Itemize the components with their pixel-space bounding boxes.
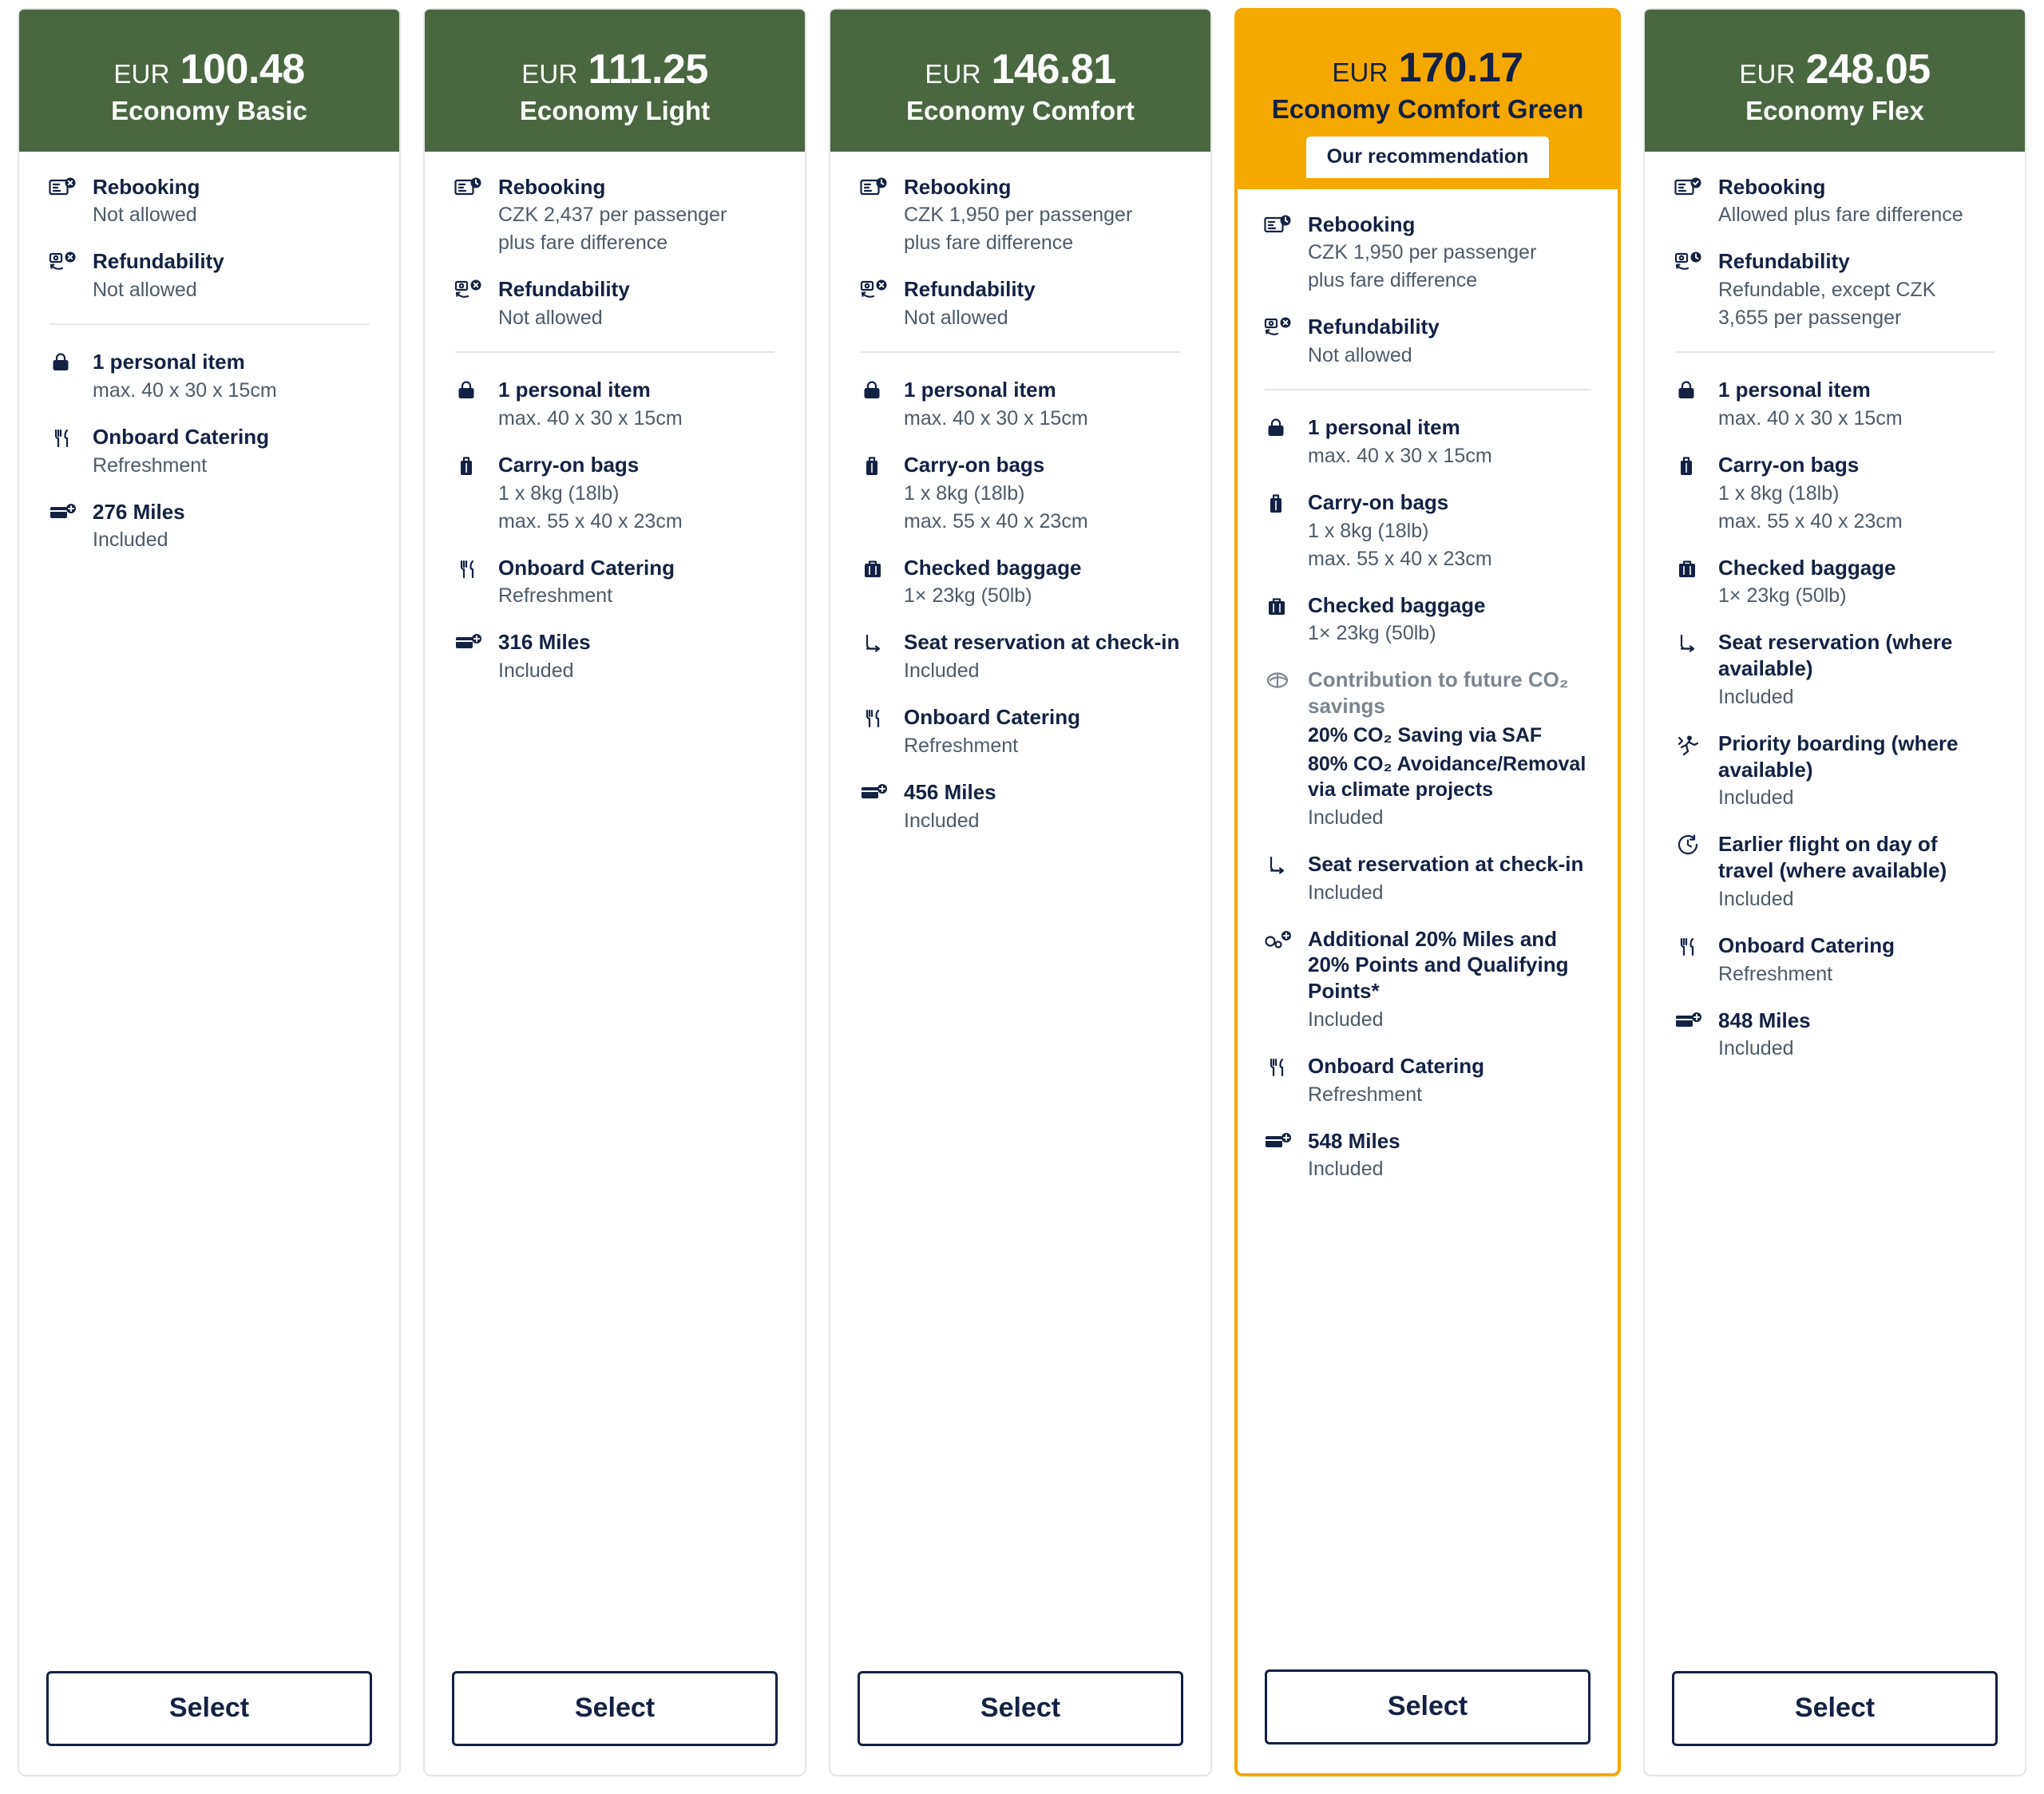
feature-title: Carry-on bags: [904, 452, 1045, 477]
feature-text: [1718, 555, 1998, 609]
feature-row: [1672, 933, 1998, 987]
recommendation-badge-wrap: [1246, 136, 1610, 178]
fare-card-header: [19, 10, 399, 152]
select-button[interactable]: Select: [1265, 1669, 1590, 1744]
feature-subtitle: max. 55 x 40 x 23cm: [904, 509, 1088, 533]
feature-group: [1672, 377, 1998, 1061]
feature-row: [452, 629, 778, 683]
feature-title: Additional 20% Miles and 20% Points and Qualifying Points*: [1308, 926, 1569, 1004]
fare-name: Economy Basic: [111, 95, 307, 125]
select-button[interactable]: Select: [452, 1671, 778, 1746]
feature-text: [904, 452, 1183, 534]
fare-card: [1234, 8, 1621, 1776]
feature-text: [1718, 731, 1998, 811]
feature-group: [858, 377, 1183, 834]
feature-text: [904, 704, 1183, 758]
fare-name: Economy Comfort Green: [1271, 93, 1584, 124]
feature-subtitle: 1× 23kg (50lb): [1718, 584, 1847, 608]
feature-title: 848 Miles: [1718, 1008, 1811, 1032]
feature-subtitle-strong: 80% CO₂ Avoidance/Removal via climate projects: [1308, 752, 1586, 801]
currency-label: EUR: [1739, 59, 1796, 89]
feature-subtitle: plus fare difference: [904, 232, 1074, 255]
feature-title: Rebooking: [498, 174, 606, 199]
feature-title: 1 personal item: [1718, 378, 1871, 402]
feature-row: [1672, 555, 1998, 609]
feature-title: Onboard Catering: [1308, 1053, 1485, 1078]
feature-row: [858, 704, 1183, 758]
carry-on-icon: [452, 452, 485, 484]
feature-title: Earlier flight on day of travel (where available): [1718, 832, 1947, 883]
rebooking-fee-icon: [858, 174, 891, 206]
feature-subtitle: 3,655 per passenger: [1718, 307, 1902, 330]
feature-title: Carry-on bags: [1308, 489, 1449, 514]
miles-points-icon: [1262, 926, 1295, 958]
feature-row: [1262, 212, 1594, 294]
personal-item-icon: [1262, 414, 1295, 446]
feature-row: [452, 555, 778, 609]
feature-text: [1308, 414, 1594, 469]
feature-group: [1672, 174, 1998, 331]
feature-title: Rebooking: [1718, 174, 1826, 199]
seat-reservation-icon: [1672, 629, 1705, 661]
feature-title: Checked baggage: [1308, 592, 1486, 617]
feature-subtitle: Refreshment: [498, 584, 613, 608]
personal-item-icon: [1672, 377, 1705, 409]
feature-subtitle: max. 40 x 30 x 15cm: [1718, 406, 1903, 430]
carry-on-icon: [1672, 452, 1705, 484]
miles-icon: [46, 499, 80, 531]
feature-subtitle: Included: [1308, 806, 1384, 829]
feature-title: 1 personal item: [498, 378, 651, 402]
feature-row: [452, 452, 778, 534]
feature-subtitle: Refreshment: [1718, 962, 1833, 985]
price-amount: 111.25: [588, 46, 708, 93]
feature-row: [46, 499, 372, 553]
fare-price: [838, 48, 1202, 92]
feature-text: [1308, 926, 1594, 1032]
fare-card-header: [425, 10, 805, 152]
feature-text: [904, 377, 1183, 431]
feature-subtitle: Refreshment: [904, 734, 1019, 757]
feature-text: [1718, 377, 1998, 431]
feature-row: [1672, 1008, 1998, 1062]
feature-text: [498, 174, 778, 256]
feature-title: Rebooking: [93, 174, 200, 199]
fare-card: [829, 8, 1212, 1776]
rebooking-allowed-icon: [1672, 174, 1705, 206]
select-button[interactable]: Select: [46, 1671, 372, 1746]
feature-row: [452, 174, 778, 256]
feature-row: [1672, 248, 1998, 331]
feature-row: [1262, 1053, 1594, 1107]
feature-title: 276 Miles: [93, 499, 185, 524]
feature-row: [452, 377, 778, 431]
feature-subtitle: CZK 2,437 per passenger: [498, 204, 727, 227]
feature-title: Refundability: [1718, 249, 1850, 274]
fare-card-body: [1645, 152, 2025, 1671]
feature-subtitle: Not allowed: [93, 279, 197, 302]
feature-text: [1718, 629, 1998, 710]
feature-subtitle: Included: [904, 809, 980, 832]
refundability-not-allowed-icon: [1262, 314, 1295, 346]
feature-subtitle: Included: [904, 659, 980, 683]
feature-row: [452, 276, 778, 331]
feature-subtitle: 1 x 8kg (18lb): [1718, 481, 1840, 505]
feature-subtitle: Included: [1308, 881, 1384, 904]
feature-group: [452, 377, 778, 683]
feature-text: [498, 629, 778, 683]
feature-subtitle: 1 x 8kg (18lb): [904, 481, 1025, 505]
feature-subtitle: plus fare difference: [498, 232, 668, 255]
feature-row: [858, 779, 1183, 834]
feature-group: [452, 174, 778, 331]
refundability-fee-icon: [1672, 248, 1705, 280]
feature-row: [858, 555, 1183, 609]
fare-card-footer: [425, 1671, 805, 1775]
feature-title: Seat reservation (where available): [1718, 630, 1953, 681]
feature-subtitle: max. 40 x 30 x 15cm: [904, 406, 1088, 430]
feature-subtitle: CZK 1,950 per passenger: [1308, 241, 1537, 264]
feature-text: [1308, 667, 1594, 830]
feature-text: [904, 555, 1183, 609]
personal-item-icon: [452, 377, 485, 409]
refundability-not-allowed-icon: [46, 248, 80, 280]
price-amount: 100.48: [180, 46, 305, 93]
feature-text: [498, 452, 778, 534]
feature-row: [1672, 831, 1998, 912]
feature-text: [1308, 489, 1594, 572]
feature-title: Refundability: [904, 277, 1036, 302]
catering-icon: [452, 555, 485, 587]
miles-icon: [452, 629, 485, 661]
fare-card-footer: [1645, 1671, 2025, 1775]
feature-row: [1262, 851, 1594, 905]
catering-icon: [1672, 933, 1705, 964]
feature-subtitle: Allowed plus fare difference: [1718, 204, 1963, 227]
fare-card: [18, 8, 401, 1776]
feature-group: [1262, 212, 1594, 369]
fare-name: Economy Flex: [1745, 95, 1924, 125]
feature-subtitle: max. 55 x 40 x 23cm: [498, 509, 683, 533]
feature-row: [858, 452, 1183, 534]
feature-row: [1262, 314, 1594, 368]
feature-title: Refundability: [498, 277, 630, 302]
feature-title: Carry-on bags: [1718, 452, 1860, 477]
feature-text: [904, 174, 1183, 256]
feature-group: [46, 349, 372, 552]
feature-subtitle: Included: [93, 529, 168, 552]
fare-card: [423, 8, 806, 1776]
catering-icon: [858, 704, 891, 736]
miles-icon: [1672, 1008, 1705, 1040]
feature-subtitle: Refreshment: [93, 453, 208, 477]
feature-subtitle: max. 55 x 40 x 23cm: [1308, 547, 1492, 570]
price-amount: 146.81: [991, 46, 1116, 93]
fare-card-footer: [830, 1671, 1210, 1775]
feature-row: [1672, 377, 1998, 431]
feature-row: [1262, 667, 1594, 830]
feature-row: [1672, 174, 1998, 228]
fare-card-footer: [1238, 1669, 1618, 1773]
fare-card: [1643, 8, 2026, 1776]
feature-row: [1672, 452, 1998, 534]
feature-title: Rebooking: [1308, 212, 1416, 236]
feature-subtitle: Not allowed: [1308, 344, 1412, 367]
feature-row: [1672, 629, 1998, 710]
feature-text: [1718, 248, 1998, 331]
feature-title: Onboard Catering: [1718, 933, 1895, 957]
fare-price: [1653, 48, 2017, 92]
feature-title: Priority boarding (where available): [1718, 731, 1959, 782]
feature-text: [904, 276, 1183, 331]
checked-baggage-icon: [858, 555, 891, 587]
section-divider: [455, 351, 774, 353]
currency-label: EUR: [1332, 57, 1388, 87]
carry-on-icon: [858, 452, 891, 484]
feature-subtitle: 1× 23kg (50lb): [904, 584, 1032, 608]
co2-savings-icon: [1262, 667, 1295, 699]
feature-subtitle: Included: [1718, 786, 1794, 810]
feature-subtitle-strong: 20% CO₂ Saving via SAF: [1308, 723, 1543, 747]
feature-text: [498, 276, 778, 331]
feature-group: [858, 174, 1183, 331]
feature-title: Onboard Catering: [904, 705, 1081, 730]
currency-label: EUR: [113, 59, 170, 89]
feature-title: Checked baggage: [904, 555, 1082, 580]
fare-name: Economy Comfort: [905, 95, 1135, 125]
personal-item-icon: [858, 377, 891, 409]
feature-subtitle: Not allowed: [93, 204, 197, 227]
fare-card-header: [830, 10, 1210, 152]
feature-row: [46, 174, 372, 228]
priority-boarding-icon: [1672, 731, 1705, 762]
currency-label: EUR: [521, 59, 578, 89]
feature-row: [858, 629, 1183, 683]
feature-row: [46, 424, 372, 478]
feature-text: [1718, 831, 1998, 912]
feature-title: 1 personal item: [904, 378, 1056, 402]
miles-icon: [1262, 1128, 1295, 1160]
feature-subtitle: plus fare difference: [1308, 269, 1478, 292]
feature-subtitle: CZK 1,950 per passenger: [904, 204, 1133, 227]
feature-subtitle: max. 40 x 30 x 15cm: [1308, 444, 1492, 467]
feature-row: [858, 377, 1183, 431]
feature-text: [93, 174, 372, 228]
feature-text: [1718, 452, 1998, 534]
feature-text: [93, 248, 372, 303]
checked-baggage-icon: [1262, 592, 1295, 624]
catering-icon: [1262, 1053, 1295, 1085]
feature-title: 1 personal item: [1308, 415, 1460, 440]
feature-text: [1308, 1128, 1594, 1182]
fare-price: [433, 48, 797, 92]
feature-title: 1 personal item: [93, 350, 245, 374]
feature-subtitle: 1 x 8kg (18lb): [498, 481, 620, 505]
feature-text: [93, 349, 372, 403]
rebooking-not-allowed-icon: [46, 174, 80, 206]
fare-card-footer: [19, 1671, 399, 1775]
feature-row: [46, 349, 372, 403]
section-divider: [1265, 389, 1590, 390]
feature-text: [498, 377, 778, 431]
feature-title: Refundability: [93, 249, 224, 274]
feature-subtitle: Included: [1308, 1008, 1384, 1031]
feature-text: [904, 779, 1183, 834]
feature-text: [1718, 933, 1998, 987]
feature-subtitle: 1 x 8kg (18lb): [1308, 519, 1429, 542]
section-divider: [50, 323, 369, 325]
feature-subtitle: Not allowed: [904, 307, 1008, 330]
feature-row: [46, 248, 372, 303]
carry-on-icon: [1262, 489, 1295, 521]
feature-subtitle: max. 40 x 30 x 15cm: [93, 378, 277, 402]
feature-text: [93, 424, 372, 478]
feature-subtitle: Included: [1718, 887, 1794, 910]
fare-card-body: [830, 152, 1210, 1671]
feature-text: [1718, 1008, 1998, 1062]
miles-icon: [858, 779, 891, 811]
seat-reservation-icon: [858, 629, 891, 661]
feature-group: [46, 174, 372, 303]
feature-text: [1308, 851, 1594, 905]
rebooking-fee-icon: [452, 174, 485, 206]
seat-reservation-icon: [1262, 851, 1295, 883]
fare-card-header: [1238, 11, 1618, 189]
feature-text: [1308, 314, 1594, 368]
fare-card-body: [1238, 189, 1618, 1669]
feature-title: 316 Miles: [498, 630, 591, 655]
feature-group: [1262, 414, 1594, 1182]
feature-subtitle: Refundable, except CZK: [1718, 279, 1936, 302]
feature-row: [1262, 1128, 1594, 1182]
feature-title: Checked baggage: [1718, 555, 1896, 580]
refundability-not-allowed-icon: [452, 276, 485, 308]
feature-subtitle: Included: [1718, 1037, 1794, 1060]
feature-title: 456 Miles: [904, 779, 996, 804]
feature-title: Rebooking: [904, 174, 1012, 199]
feature-row: [858, 174, 1183, 256]
feature-title: Onboard Catering: [498, 555, 675, 580]
feature-text: [1718, 174, 1998, 228]
feature-title: Carry-on bags: [498, 452, 640, 477]
feature-row: [858, 276, 1183, 331]
recommendation-badge: Our recommendation: [1305, 136, 1551, 178]
fare-price: [1246, 46, 1610, 90]
rebooking-fee-icon: [1262, 212, 1295, 244]
feature-title: Refundability: [1308, 315, 1440, 339]
price-amount: 248.05: [1805, 46, 1931, 93]
feature-row: [1262, 926, 1594, 1032]
fare-price: [27, 48, 391, 92]
currency-label: EUR: [925, 59, 981, 89]
feature-title: Contribution to future CO₂ savings: [1308, 667, 1569, 719]
feature-row: [1672, 731, 1998, 811]
feature-text: [498, 555, 778, 609]
feature-text: [1308, 212, 1594, 294]
personal-item-icon: [46, 349, 80, 381]
feature-subtitle: 1× 23kg (50lb): [1308, 622, 1436, 645]
feature-text: [904, 629, 1183, 683]
select-button[interactable]: Select: [1672, 1671, 1998, 1746]
fare-card-body: [19, 152, 399, 1671]
feature-subtitle: Included: [1718, 685, 1794, 708]
feature-row: [1262, 592, 1594, 647]
feature-subtitle: max. 55 x 40 x 23cm: [1718, 509, 1903, 533]
feature-row: [1262, 414, 1594, 469]
feature-subtitle: Not allowed: [498, 307, 603, 330]
feature-title: Seat reservation at check-in: [904, 630, 1180, 655]
feature-title: Seat reservation at check-in: [1308, 851, 1584, 876]
feature-text: [1308, 592, 1594, 647]
section-divider: [1675, 351, 1994, 353]
section-divider: [861, 351, 1180, 353]
price-amount: 170.17: [1398, 45, 1523, 91]
feature-title: 548 Miles: [1308, 1128, 1400, 1153]
fare-name: Economy Light: [519, 95, 711, 125]
select-button[interactable]: Select: [858, 1671, 1183, 1746]
fare-card-body: [425, 152, 805, 1671]
refundability-not-allowed-icon: [858, 276, 891, 308]
feature-text: [1308, 1053, 1594, 1107]
catering-icon: [46, 424, 80, 456]
fare-card-header: [1645, 10, 2025, 152]
earlier-flight-icon: [1672, 831, 1705, 863]
feature-subtitle: Included: [1308, 1158, 1384, 1181]
feature-subtitle: Included: [498, 659, 574, 683]
feature-subtitle: Refreshment: [1308, 1083, 1423, 1106]
feature-text: [93, 499, 372, 553]
feature-subtitle: max. 40 x 30 x 15cm: [498, 406, 683, 430]
checked-baggage-icon: [1672, 555, 1705, 587]
feature-title: Onboard Catering: [93, 424, 270, 449]
feature-row: [1262, 489, 1594, 572]
